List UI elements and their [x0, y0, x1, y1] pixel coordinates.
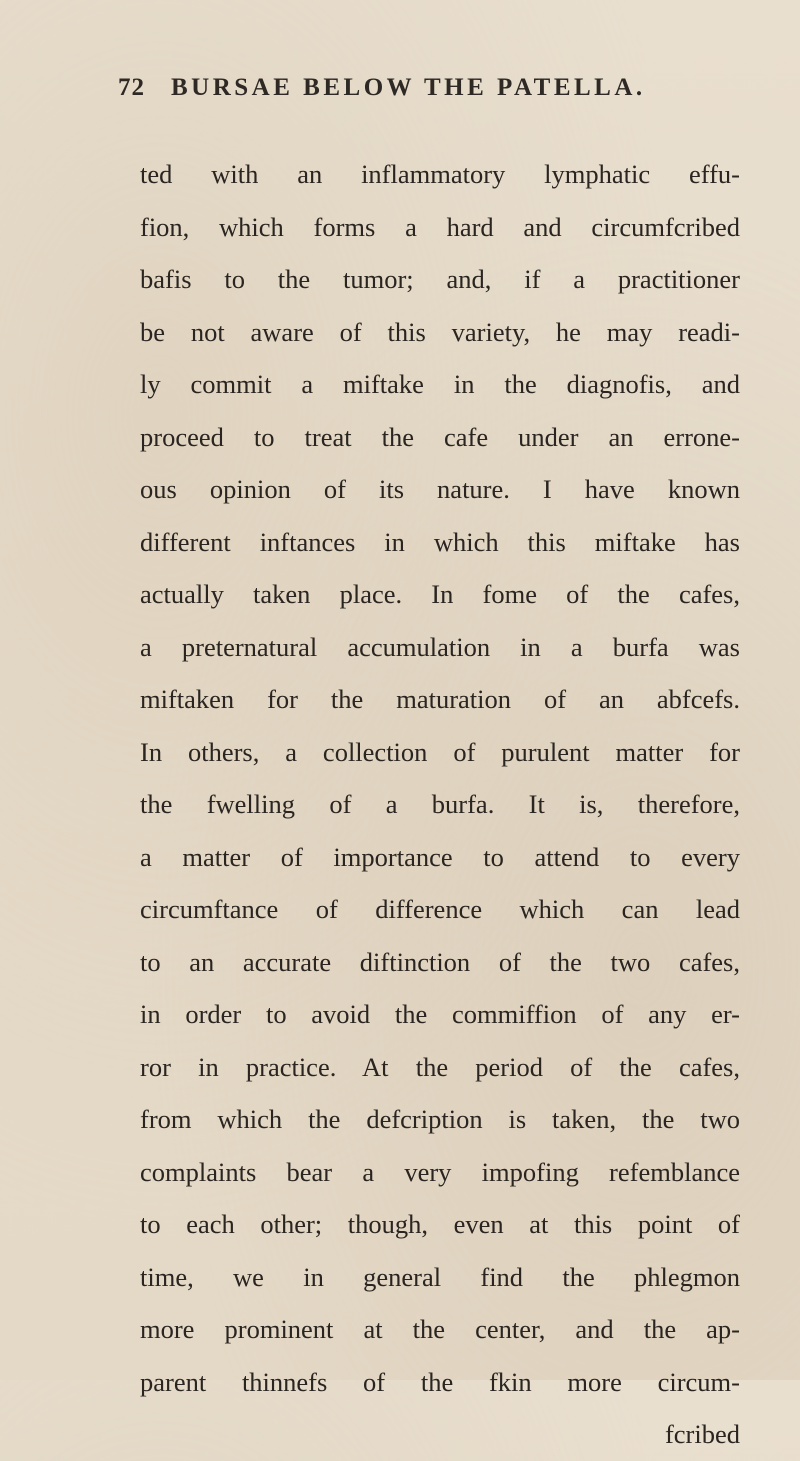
- text-line: actually taken place. In fome of the cafes,: [140, 579, 740, 609]
- page-number: 72: [118, 74, 145, 101]
- text-line: parent thinnefs of the fkin more circum-: [140, 1366, 740, 1397]
- text-line: In others, a collection of purulent matter for: [140, 736, 740, 767]
- text-line: ror in practice. At the period of the cafes,: [140, 1051, 740, 1082]
- text-line: a matter of importance to attend to every: [140, 841, 740, 872]
- text-line: bafis to the tumor; and, if a practitioner: [140, 264, 740, 294]
- text-line: time, we in general find the phlegmon: [140, 1261, 740, 1292]
- text-line: ted with an inflammatory lymphatic effu-: [140, 159, 740, 189]
- text-line: miftaken for the maturation of an abfcefs.: [140, 684, 740, 714]
- text-line: more prominent at the center, and the ap-: [140, 1314, 740, 1344]
- text-line: proceed to treat the cafe under an errone-: [140, 421, 740, 452]
- text-line: a preternatural accumulation in a burfa was: [140, 631, 740, 662]
- text-line: complaints bear a very impofing refemblance: [140, 1156, 740, 1187]
- text-line: ly commit a miftake in the diagnofis, and: [140, 369, 740, 399]
- text-line: be not aware of this variety, he may readi-: [140, 316, 740, 347]
- text-line: ous opinion of its nature. I have known: [140, 474, 740, 504]
- running-title: BURSAE BELOW THE PATELLA.: [171, 74, 646, 101]
- text-line: to an accurate diftinction of the two cafes,: [140, 946, 740, 977]
- text-line: from which the defcription is taken, the two: [140, 1104, 740, 1134]
- body-text: [140, 148, 740, 1461]
- text-line: the fwelling of a burfa. It is, therefore,: [140, 789, 740, 819]
- text-line: to each other; though, even at this point of: [140, 1209, 740, 1239]
- text-line: circumftance of difference which can lead: [140, 894, 740, 924]
- running-head: [118, 74, 718, 114]
- text-line: different inftances in which this miftake has: [140, 526, 740, 557]
- text-line: in order to avoid the commiffion of any er-: [140, 999, 740, 1029]
- catchword: fcribed: [664, 1419, 740, 1449]
- text-line: fion, which forms a hard and circumfcribed: [140, 211, 740, 242]
